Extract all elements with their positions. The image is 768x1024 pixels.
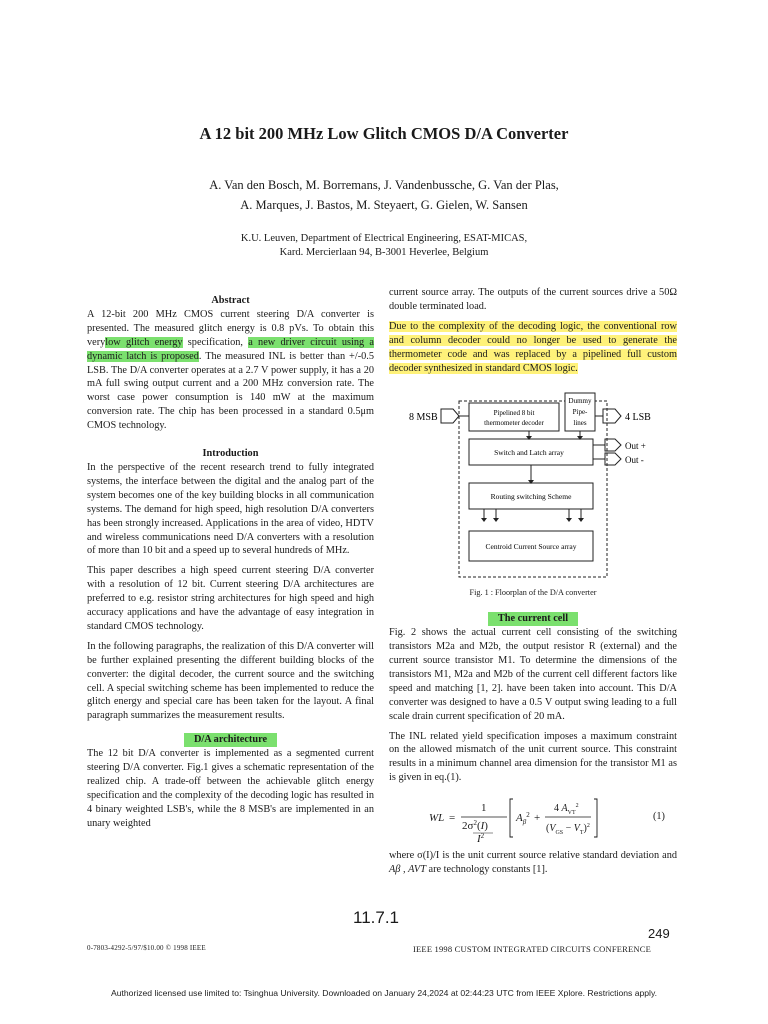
svg-text:=: = [449,812,456,825]
svg-text:Aβ2: $A_\beta^2$ [516,811,530,827]
conference-name: IEEE 1998 CUSTOM INTEGRATED CIRCUITS CONFERENCE [413,944,652,954]
highlight-decoder-text: Due to the complexity of the decoding logic, the conventional row and column decoder could no longer be used to generate the thermometer code and was replaced by a pipelined full custom decoder synthesized in standard CMOS logic. [389,320,677,374]
affiliation-line-1: K.U. Leuven, Department of Electrical Engineering, ESAT-MICAS, [240,233,528,244]
current-cell-paragraph-1: Fig. 2 shows the actual current cell consisting of the switching transistors M2a and M2b, the output resistor R (external) and the current source transistor M1. To determine the dimensions of the transistors M1, M2a and M2b of the current cell different factors like speed and matching [1, 2]. have been taken into account. This D/A converter was designed to have a 0.5 V output swing leading to a full scale drain current specification of 20 mA. [389,627,677,722]
out-plus-label: Out + [625,441,646,452]
out-minus-label: Out - [625,455,644,466]
decoder-label-1: Pipelined 8 bit [493,409,535,418]
current-cell-heading-wrap [389,612,677,626]
authors-line-2: A. Marques, J. Bastos, M. Steyaert, G. Gielen, W. Sansen [240,198,528,212]
where-text: where σ(I)/I is the unit current source relative standard deviation and [389,850,677,862]
figure-1-floorplan [389,389,677,579]
right-column [389,286,677,883]
figure-1-caption: Fig. 1 : Floorplan of the D/A converter [469,588,597,598]
where-text-end: are technology constants [1]. [425,864,548,876]
svg-text:I2: $I^2$ [477,832,485,844]
svg-text:4 AVT2: 4 $A_{VT}^2$ [554,803,579,817]
page-number: 249 [648,926,670,941]
paper-title: A 12 bit 200 MHz Low Glitch CMOS D/A Converter [199,124,569,143]
msb-input-pin [441,409,459,423]
svg-text:+: + [534,812,541,825]
da-arch-paragraph-3 [389,320,677,376]
abstract-heading: Abstract [211,295,250,306]
abstract-paragraph [87,308,374,433]
lsb-input-pin [603,409,621,423]
authorized-use-notice: Authorized licensed use limited to: Tsinghua University. Downloaded on January 24,2024 at 02:44:23 UTC from IEEE Xplore. Restrictions apply. [111,988,657,998]
lsb-label: 4 LSB [625,412,651,424]
msb-label: 8 MSB [409,412,438,424]
affiliation [0,232,768,260]
current-cell-heading: The current cell [488,612,578,626]
abstract-text-3: . The measured INL is better than +/-0.5 LSB. The D/A converter operates at a 2.7 V power supply, it has a 20 mA full swing output current and a 200 MHz conversion rate. The worst case power consumption is 140 mW at the maximum conversion rate. The chip has been processed in a standard 0.5μm CMOS technology. [87,350,374,432]
svg-text:WL: WL [429,812,445,825]
abstract-text-1: A 12-bit 200 MHz CMOS current steering D/A converter is presented. The measured glitch energy is 0.8 pVs. To obtain this very [87,308,374,348]
switch-latch-label: Switch and Latch array [494,448,564,458]
author-list [0,175,768,215]
da-arch-paragraph-1: The 12 bit D/A converter is implemented as a segmented current steering D/A converter. Fig.1 gives a schematic representation of the realized chip. A trade-off between the achievable glitch energy specification and the complexity of the decoding logic has resulted in 4 binary weighted LSB's, while the 8 MSB's are implemented in an unary weighted [87,748,374,829]
dummy-label-1: Dummy [568,397,592,406]
equation-1 [389,791,677,843]
highlight-low-glitch: low glitch energy [105,336,183,348]
abstract-text-2: specification, [182,336,249,348]
intro-paragraph-2: This paper describes a high speed current steering D/A converter with a resolution of 12 bit. Current steering D/A architectures are preferred to e.g. resistor string architectures for high speed and high accuracy applications and have the advantage of easy integration in standard CMOS technology. [87,565,374,632]
equation-1-formula [389,791,599,843]
intro-paragraph-3: In the following paragraphs, the realization of this D/A converter will be further explained presenting the different building blocks of the converter: the digital decoder, the current source and the switching cell. A special switching scheme has been implemented to reduce the glitch energy and special care has been taken for the layout. A final paragraph summarizes the measurement results. [87,640,374,722]
svg-text:2σ2(I): $2\sigma^2(I)$ [462,819,488,833]
dummy-label-3: lines [573,419,587,428]
technology-constants-symbols: Aβ , AVT [389,864,426,876]
authors-line-1: A. Van den Bosch, M. Borremans, J. Vandenbussche, G. Van der Plas, [209,178,559,192]
svg-text:(VGS − VT)2: $(V_{GS} - V_T)^2$ [546,823,590,837]
highlight-driver-circuit: a new driver circuit using a dynamic latch is proposed [87,336,374,362]
equation-1-number: (1) [652,811,665,823]
current-cell-paragraph-2: The INL related yield specification imposes a maximum constraint on the allowed mismatch of the unit current source. This constraint results in a minimum channel area dimension for the transistor M1 as is given in eq.(1). [389,730,677,784]
current-cell-paragraph-3 [389,849,677,877]
dummy-label-2: Pipe- [572,408,588,417]
svg-text:1: 1 [481,802,487,815]
da-architecture-heading: D/A architecture [184,733,277,747]
routing-label: Routing switching Scheme [490,492,572,502]
decoder-label-2: thermometer decoder [484,419,544,428]
centroid-label: Centroid Current Source array [485,542,577,552]
introduction-heading: Introduction [202,448,259,460]
copyright-notice: 0-7803-4292-5/97/$10.00 © 1998 IEEE [87,944,206,952]
section-number: 11.7.1 [353,908,400,927]
da-arch-paragraph-2: current source array. The outputs of the current sources drive a 50Ω double terminated load. [389,287,677,312]
intro-paragraph-1: In the perspective of the recent research trend to fully integrated systems, the interface between the digital and the analog part of the system becomes one of the key building blocks in all communication systems. The demand for high speed, high resolution D/A converters has been strongly increased. Applications in the area of video, HDTV and wireless communications need D/A converters with a resolution of more than 10 bit and a speed up to several hundreds of MHz. [87,461,374,557]
left-column [87,294,374,837]
affiliation-line-2: Kard. Mercierlaan 94, B-3001 Heverlee, Belgium [279,247,489,258]
da-architecture-heading-wrap [87,733,374,747]
